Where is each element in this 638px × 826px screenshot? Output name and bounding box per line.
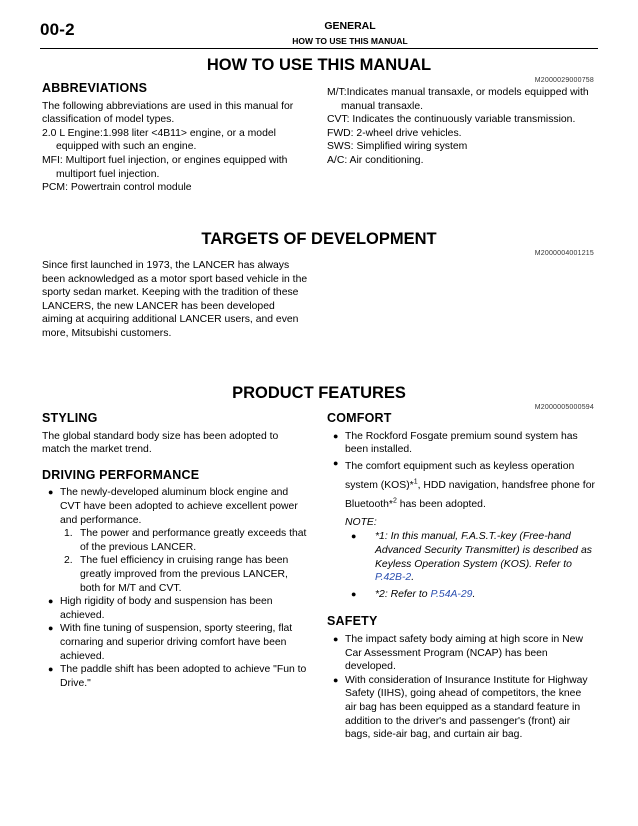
header-subtitle: HOW TO USE THIS MANUAL xyxy=(292,36,408,46)
bullet-icon: ● xyxy=(333,430,339,441)
section-title-product-features: PRODUCT FEATURES xyxy=(232,384,406,402)
driving-performance-heading: DRIVING PERFORMANCE xyxy=(42,467,200,482)
product-left-column xyxy=(42,412,308,690)
abbreviation-item: A/C: Air conditioning. xyxy=(327,154,424,166)
list-item: ● The newly-developed aluminum block engine and CVT have been adopted to achieve excellent power and performance. 1. The power and performance greatly exceeds that of the previous LANCER. 2. The fuel efficiency in cruising range has been greatly improved from the previous LANCER, both for M/T and CVT. xyxy=(42,486,308,595)
list-item: ● With consideration of Insurance Institute for Highway Safety (IIHS), going ahead of competitors, the knee air bag has been equipped as a standard feature in addition to the driver's and passenger's (front) air bags, side-air bag, and curtain air bag. xyxy=(333,674,588,741)
abbreviation-item: SWS: Simplified wiring system xyxy=(327,141,468,153)
abbreviations-heading: ABBREVIATIONS xyxy=(42,81,148,95)
abbreviation-item: MFI: Multiport fuel injection, or engines equipped with multiport fuel injection. xyxy=(42,154,288,180)
header-rule xyxy=(40,48,598,49)
link-p42b-2[interactable]: P.42B-2 xyxy=(375,572,412,584)
abbreviation-item: 2.0 L Engine:1.998 liter <4B11> engine, or a model equipped with such an engine. xyxy=(42,127,276,153)
bullet-icon: ● xyxy=(333,457,339,468)
safety-list xyxy=(327,633,595,742)
abbreviation-item: M/T:Indicates manual transaxle, or models equipped with manual transaxle. xyxy=(327,87,589,112)
list-item: ● *1: In this manual, F.A.S.T.-key (Free-hand Advanced Security Transmitter) is described as Keyless Operation System (KOS). Refer to P.42B-2. xyxy=(351,531,592,584)
bullet-icon: ● xyxy=(333,633,339,644)
section-code-product-features: M2000005000594 xyxy=(534,404,594,411)
list-item: ● The Rockford Fosgate premium sound system has been installed. xyxy=(333,430,578,456)
header-title: GENERAL xyxy=(324,20,376,32)
bullet-icon: ● xyxy=(48,664,54,675)
abbreviations-left-column xyxy=(42,82,308,195)
bullet-icon: ● xyxy=(48,596,54,607)
section-code-how-to-use: M2000029000758 xyxy=(534,77,594,84)
targets-text: Since first launched in 1973, the LANCER has always been acknowledged as a motor sport based vehicle in the sporty sedan market. Keeping with the tradition of these LANCERS, the new LANCER has been developed aiming at acquiring additional LANCER users, and even more, Mitsubishi customers. xyxy=(42,260,308,339)
abbreviation-item: PCM: Powertrain control module xyxy=(42,182,192,194)
bullet-icon: ● xyxy=(333,674,339,685)
abbreviation-item: FWD: 2-wheel drive vehicles. xyxy=(327,127,462,139)
list-item: ● *2: Refer to P.54A-29. xyxy=(351,588,476,600)
bullet-icon: ● xyxy=(48,487,54,498)
list-item: ● The impact safety body aiming at high score in New Car Assessment Program (NCAP) has been developed. xyxy=(333,633,583,673)
list-item: ● High rigidity of body and suspension has been achieved. xyxy=(48,596,273,621)
list-item: ● The paddle shift has been adopted to achieve "Fun to Drive." xyxy=(48,664,307,689)
bullet-icon: ● xyxy=(351,531,357,542)
comfort-heading: COMFORT xyxy=(327,411,392,425)
section-title-targets: TARGETS OF DEVELOPMENT xyxy=(201,230,437,248)
abbreviations-intro: The following abbreviations are used in this manual for classification of model types. xyxy=(42,100,294,126)
list-item: 2. The fuel efficiency in cruising range has been greatly improved from the previous LANCER, both for M/T and CVT. xyxy=(64,555,289,594)
list-item: 1. The power and performance greatly exceeds that of the previous LANCER. xyxy=(64,528,307,553)
styling-text: The global standard body size has been adopted to match the market trend. xyxy=(42,430,279,456)
note-list xyxy=(345,530,595,601)
note-label: NOTE: xyxy=(345,516,377,528)
bullet-icon: ● xyxy=(351,588,357,599)
bullet-icon: ● xyxy=(48,623,54,634)
note-block xyxy=(327,516,595,602)
abbreviation-item: CVT: Indicates the continuously variable transmission. xyxy=(327,114,576,126)
driving-performance-list xyxy=(42,486,308,690)
page-number: 00-2 xyxy=(40,20,75,39)
abbreviations-right-column xyxy=(327,86,595,168)
safety-heading: SAFETY xyxy=(327,614,378,629)
product-right-column xyxy=(327,412,595,742)
comfort-list xyxy=(327,430,595,514)
list-item: ● The comfort equipment such as keyless operation system (KOS)*$^1$, HDD navigation, handsfree phone for Bluetooth*$^2$ has been adopted. xyxy=(333,457,595,510)
section-title-how-to-use: HOW TO USE THIS MANUAL xyxy=(206,56,432,74)
link-p54a-29[interactable]: P.54A-29 xyxy=(430,588,473,600)
section-code-targets: M2000004001215 xyxy=(534,250,594,257)
numbered-sublist xyxy=(42,527,308,595)
list-item: ● With fine tuning of suspension, sporty steering, flat cornaring and superior driving comfort have been achieved. xyxy=(48,623,293,662)
styling-heading: STYLING xyxy=(42,411,98,425)
